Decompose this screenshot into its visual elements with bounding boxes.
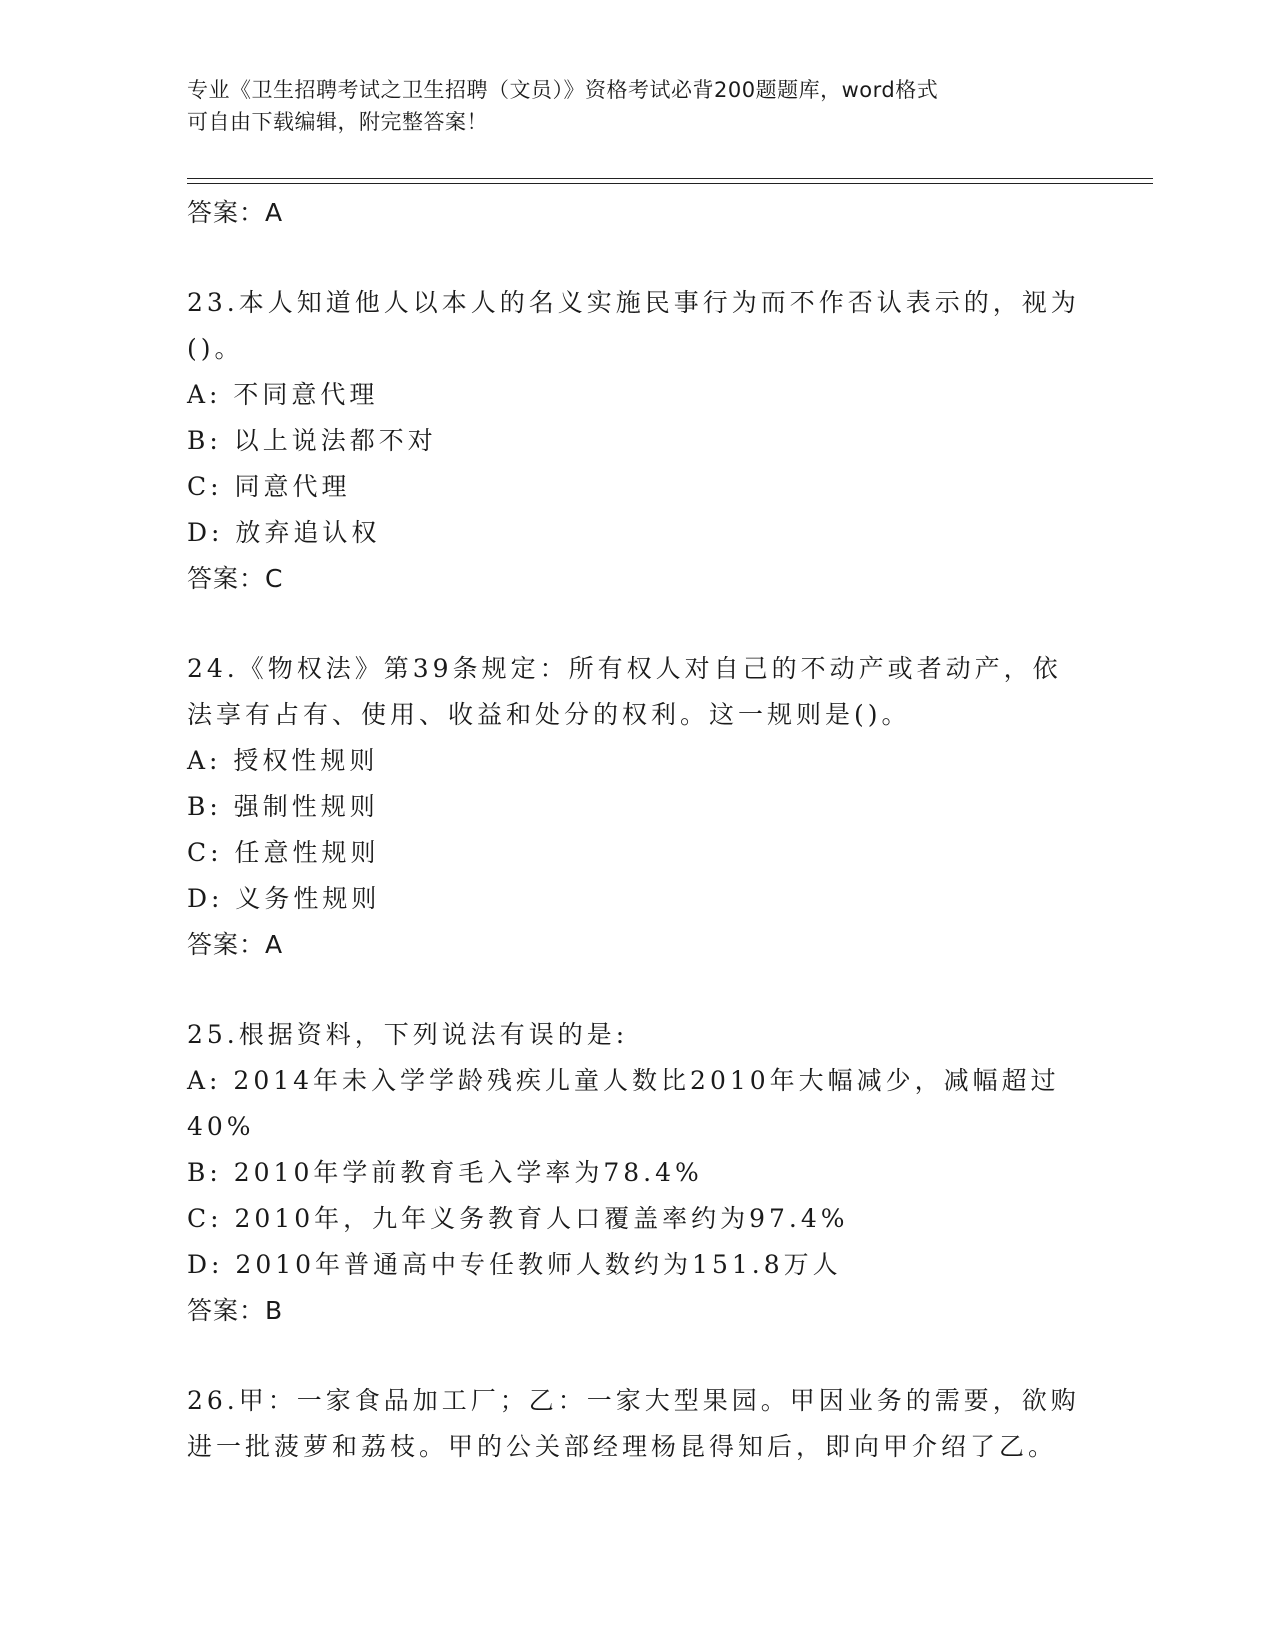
answer-line: 答案：A (187, 198, 284, 227)
answer-line: 答案：A (187, 930, 284, 959)
question-24 (187, 646, 1087, 968)
option-b: B: 2010年学前教育毛入学率为78.4% (187, 1158, 703, 1187)
header-rule-bottom (187, 183, 1153, 184)
header-rule-top (187, 178, 1153, 179)
question-26 (187, 1378, 1087, 1470)
option-b: B: 以上说法都不对 (187, 426, 437, 455)
header-line-1: 专业《卫生招聘考试之卫生招聘（文员）》资格考试必背200题题库，word格式 (187, 78, 939, 102)
answer-line: 答案：C (187, 564, 284, 593)
option-a: A: 2014年未入学学龄残疾儿童人数比2010年大幅减少，减幅超过40% (187, 1066, 1060, 1141)
option-a: A: 授权性规则 (187, 746, 379, 775)
option-c: C: 同意代理 (187, 472, 351, 501)
question-text: 26.甲：一家食品加工厂；乙：一家大型果园。甲因业务的需要，欲购进一批菠萝和荔枝。甲的公关部经理杨昆得知后，即向甲介绍了乙。 (187, 1386, 1080, 1461)
question-text: 23.本人知道他人以本人的名义实施民事行为而不作否认表示的，视为()。 (187, 288, 1080, 363)
option-a: A: 不同意代理 (187, 380, 379, 409)
question-text: 25.根据资料，下列说法有误的是: (187, 1020, 629, 1049)
answer-line: 答案：B (187, 1296, 284, 1325)
header-line-2: 可自由下载编辑，附完整答案！ (187, 110, 488, 134)
question-text: 24.《物权法》第39条规定：所有权人对自己的不动产或者动产，依法享有占有、使用、收益和处分的权利。这一规则是()。 (187, 654, 1062, 729)
option-c: C: 2010年，九年义务教育人口覆盖率约为97.4% (187, 1204, 849, 1233)
option-d: D: 义务性规则 (187, 884, 381, 913)
option-d: D: 2010年普通高中专任教师人数约为151.8万人 (187, 1250, 842, 1279)
option-c: C: 任意性规则 (187, 838, 380, 867)
option-d: D: 放弃追认权 (187, 518, 381, 547)
question-content (187, 190, 1087, 1470)
question-25 (187, 1012, 1087, 1334)
question-23 (187, 280, 1087, 602)
option-b: B: 强制性规则 (187, 792, 379, 821)
document-header (187, 74, 1087, 138)
